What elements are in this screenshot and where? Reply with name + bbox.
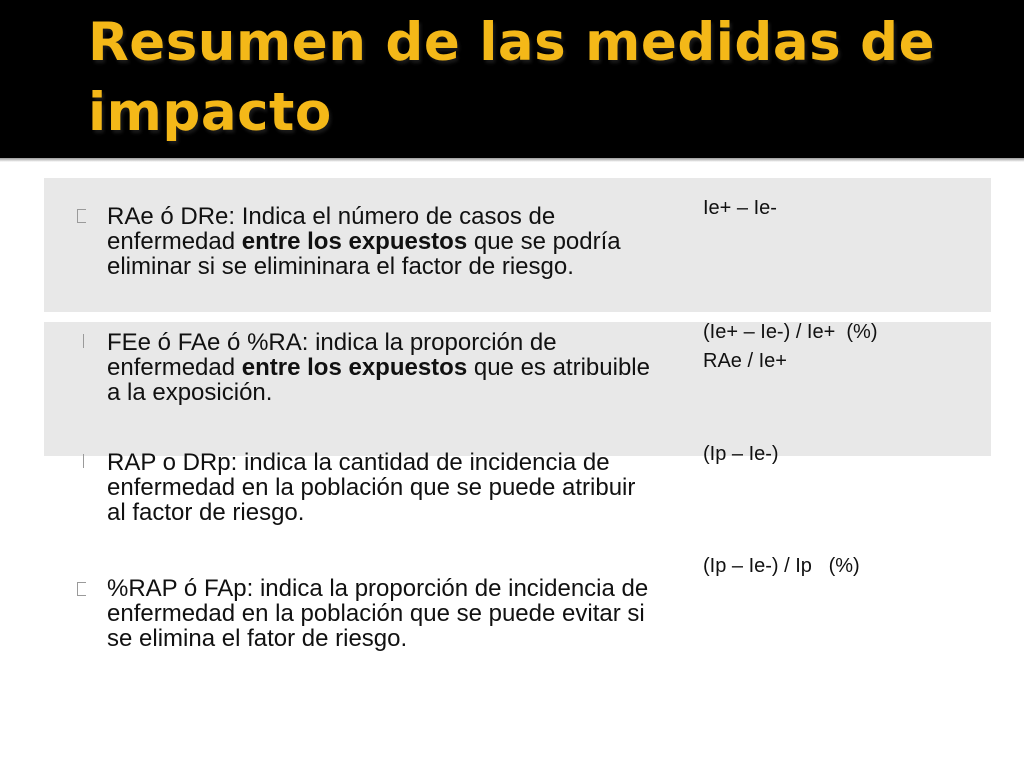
formula-fee: (Ie+ – Ie-) / Ie+ (%) [703, 321, 878, 343]
formula-prap: (Ip – Ie-) / Ip (%) [703, 555, 860, 577]
bullet-text: RAe ó DRe: Indica el número de casos de enfermedad [107, 203, 556, 255]
bullet-emphasis: entre los expuestos [241, 354, 468, 381]
slide-title: Resumen de las medidas de impacto [88, 12, 936, 143]
bullet-marker-icon [77, 582, 86, 596]
formula-rap: (Ip – Ie-) [703, 443, 779, 465]
bullet-marker-icon [80, 334, 84, 348]
bullet-marker-icon [80, 454, 84, 468]
bullet-marker-icon [77, 209, 86, 223]
bullet-item-rae [107, 204, 652, 279]
formula-fee-alt: RAe / Ie+ [703, 350, 787, 372]
bullet-item-rap [107, 450, 652, 525]
bullet-text: RAP o DRp: indica la cantidad de incidencia de enfermedad en la población que se puede atribuir al factor de riesgo. [107, 449, 636, 526]
bullet-item-fee [107, 330, 652, 405]
bullet-emphasis: entre los expuestos [241, 228, 468, 255]
bullet-text: que es atribuible a la exposición. [107, 354, 650, 406]
bullet-text: que se podría eliminar si se elimininara el factor de riesgo. [107, 228, 621, 280]
bullet-text: FEe ó FAe ó %RA: indica la proporción de enfermedad [107, 329, 557, 381]
bullet-text: %RAP ó FAp: indica la proporción de incidencia de enfermedad en la población que se puede evitar si se elimina el fator de riesgo. [107, 575, 649, 652]
formula-rae: Ie+ – Ie- [703, 197, 777, 219]
bullet-item-prap [107, 576, 652, 651]
title-bar [0, 0, 1024, 158]
